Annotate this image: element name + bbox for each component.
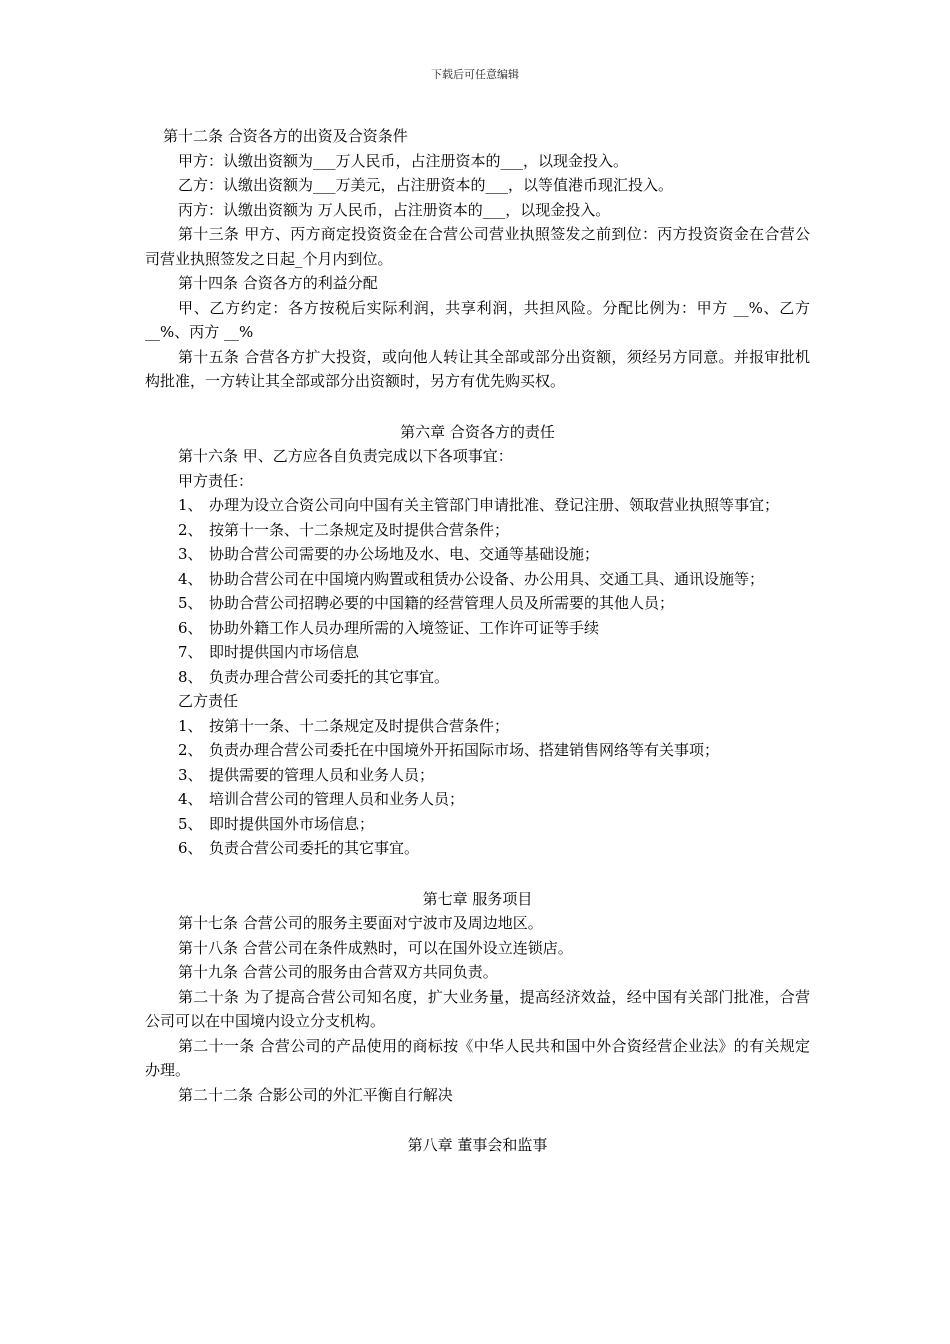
article-14-body: 甲、乙方约定：各方按税后实际利润，共享利润，共担风险。分配比例为：甲方 __%、乙方 __%、丙方 __%	[145, 298, 810, 341]
list-item: 5、 协助合营公司招聘必要的中国籍的经营管理人员及所需要的其他人员；	[178, 594, 675, 612]
article-17: 第十七条 合营公司的服务主要面对宁波市及周边地区。	[178, 914, 543, 932]
article-19: 第十九条 合营公司的服务由合营双方共同负责。	[178, 963, 498, 981]
article-18: 第十八条 合营公司在条件成熟时，可以在国外设立连锁店。	[178, 938, 573, 957]
chapter-7-title: 第七章 服务项目	[422, 889, 533, 908]
list-item: 1、 按第十一条、十二条规定及时提供合营条件；	[178, 716, 510, 735]
article-15: 第十五条 合营各方扩大投资，或向他人转让其全部或部分出资额，须经另方同意。并报审批机构批准，一方转让其全部或部分出资额时，另方有优先购买权。	[145, 347, 810, 390]
article-16: 第十六条 甲、乙方应各自负责完成以下各项事宜：	[178, 447, 513, 465]
list-item: 2、 负责办理合营公司委托在中国境外开拓国际市场、搭建销售网络等有关事项；	[178, 741, 720, 759]
list-item: 7、 即时提供国内市场信息	[178, 643, 360, 661]
party-b-list	[145, 714, 810, 861]
list-item: 6、 协助外籍工作人员办理所需的入境签证、工作许可证等手续	[178, 618, 600, 637]
list-item: 3、 协助合营公司需要的办公场地及水、电、交通等基础设施；	[178, 545, 600, 563]
article-12-title: 第十二条 合资各方的出资及合资条件	[163, 127, 408, 145]
list-item: 6、 负责合营公司委托的其它事宜。	[178, 839, 420, 857]
party-a-label: 甲方责任：	[178, 471, 254, 490]
article-12-party-b: 乙方：认缴出资额为___万美元，占注册资本的___，以等值港币现汇投入。	[178, 176, 674, 194]
list-item: 4、 培训合营公司的管理人员和业务人员；	[178, 790, 465, 808]
article-12-party-a: 甲方：认缴出资额为___万人民币，占注册资本的___，以现金投入。	[178, 151, 629, 170]
article-13: 第十三条 甲方、丙方商定投资资金在合营公司营业执照签发之前到位：丙方投资资金在合营公司营业执照签发之日起_个月内到位。	[145, 225, 810, 268]
article-20: 第二十条 为了提高合营公司知名度，扩大业务量，提高经济效益，经中国有关部门批准，合营公司可以在中国境内设立分支机构。	[145, 987, 810, 1030]
article-14-title: 第十四条 合资各方的利益分配	[178, 274, 378, 292]
document-body	[145, 124, 810, 1158]
party-b-label: 乙方责任	[178, 692, 239, 710]
chapter-8-title: 第八章 董事会和监事	[407, 1136, 548, 1154]
list-item: 8、 负责办理合营公司委托的其它事宜。	[178, 667, 450, 686]
article-21: 第二十一条 合营公司的产品使用的商标按《中华人民共和国中外合资经营企业法》的有关规定办理。	[145, 1036, 810, 1079]
list-item: 1、 办理为设立合资公司向中国有关主管部门申请批准、登记注册、领取营业执照等事宜；	[178, 496, 780, 514]
article-22: 第二十二条 合影公司的外汇平衡自行解决	[178, 1085, 453, 1104]
page-header: 下载后可任意编辑	[431, 68, 519, 81]
list-item: 4、 协助合营公司在中国境内购置或租赁办公设备、办公用具、交通工具、通讯设施等；	[178, 569, 765, 588]
list-item: 2、 按第十一条、十二条规定及时提供合营条件；	[178, 520, 510, 539]
chapter-6-title: 第六章 合资各方的责任	[400, 422, 555, 441]
article-12-party-c: 丙方：认缴出资额为 万人民币，占注册资本的___，以现金投入。	[178, 200, 611, 219]
list-item: 3、 提供需要的管理人员和业务人员；	[178, 765, 435, 784]
party-a-list	[145, 493, 810, 689]
list-item: 5、 即时提供国外市场信息；	[178, 814, 375, 833]
